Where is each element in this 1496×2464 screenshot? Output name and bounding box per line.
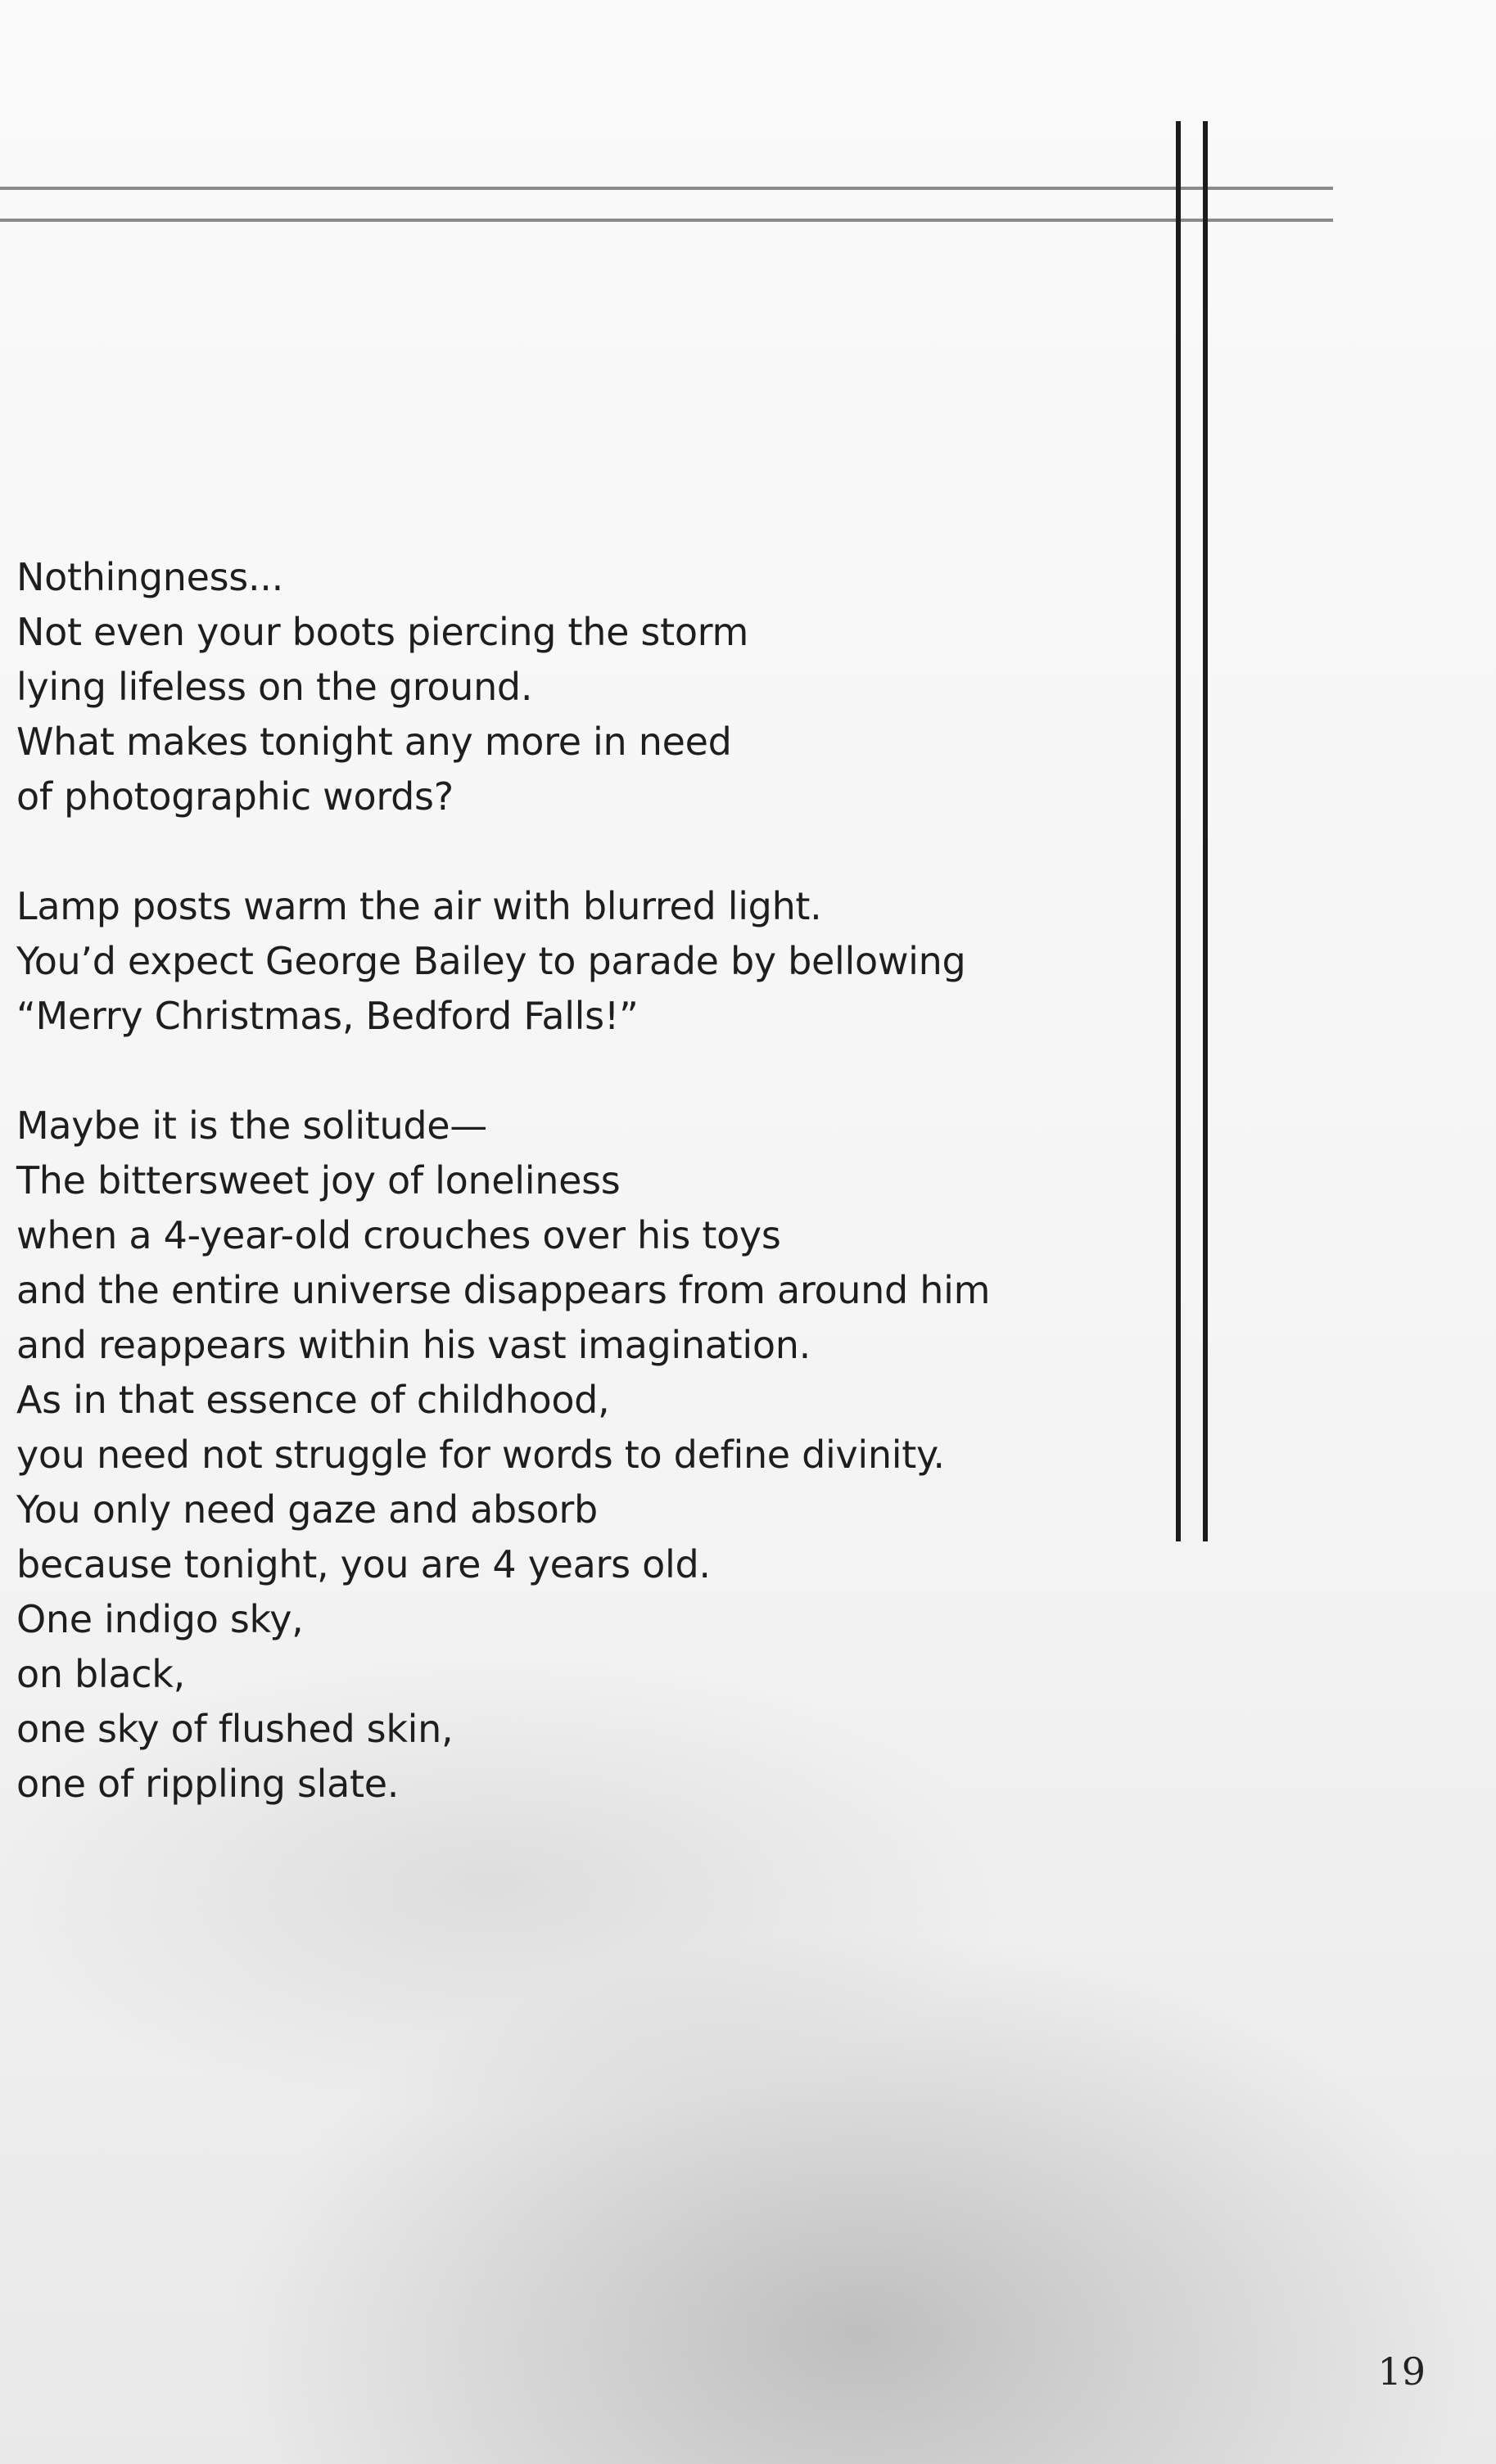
poem-line: lying lifeless on the ground. <box>16 665 533 709</box>
poem-line: of photographic words? <box>16 774 454 819</box>
vertical-rule-left <box>1176 121 1181 1541</box>
poem-line: one of rippling slate. <box>16 1762 400 1806</box>
stanza-3 <box>16 1099 1146 1812</box>
top-rule-lower <box>0 219 1333 222</box>
poem-line: Maybe it is the solitude— <box>16 1103 488 1148</box>
poem-line: One indigo sky, <box>16 1597 304 1641</box>
poem-line: one sky of flushed skin, <box>16 1707 454 1751</box>
poem-line: because tonight, you are 4 years old. <box>16 1542 711 1586</box>
poem-line: and reappears within his vast imagination. <box>16 1323 811 1367</box>
vertical-rule-right <box>1203 121 1208 1541</box>
poem-line: and the entire universe disappears from around him <box>16 1268 991 1312</box>
page-number: 19 <box>1377 2349 1426 2394</box>
top-rule-upper <box>0 187 1333 190</box>
stanza-2 <box>16 879 1146 1044</box>
poem-line: Nothingness... <box>16 555 283 599</box>
poem <box>16 550 1146 1812</box>
poem-line: on black, <box>16 1652 185 1696</box>
poem-line: You only need gaze and absorb <box>16 1487 598 1532</box>
poem-line: when a 4-year-old crouches over his toys <box>16 1213 781 1257</box>
poem-line: you need not struggle for words to define divinity. <box>16 1433 945 1477</box>
stanza-1 <box>16 550 1146 824</box>
poem-line: Lamp posts warm the air with blurred light. <box>16 884 822 928</box>
poem-line: “Merry Christmas, Bedford Falls!” <box>16 994 639 1038</box>
poem-line: As in that essence of childhood, <box>16 1378 610 1422</box>
poem-line: What makes tonight any more in need <box>16 720 732 764</box>
poem-line: You’d expect George Bailey to parade by bellowing <box>16 939 966 983</box>
poem-line: Not even your boots piercing the storm <box>16 610 748 654</box>
poem-line: The bittersweet joy of loneliness <box>16 1158 621 1203</box>
